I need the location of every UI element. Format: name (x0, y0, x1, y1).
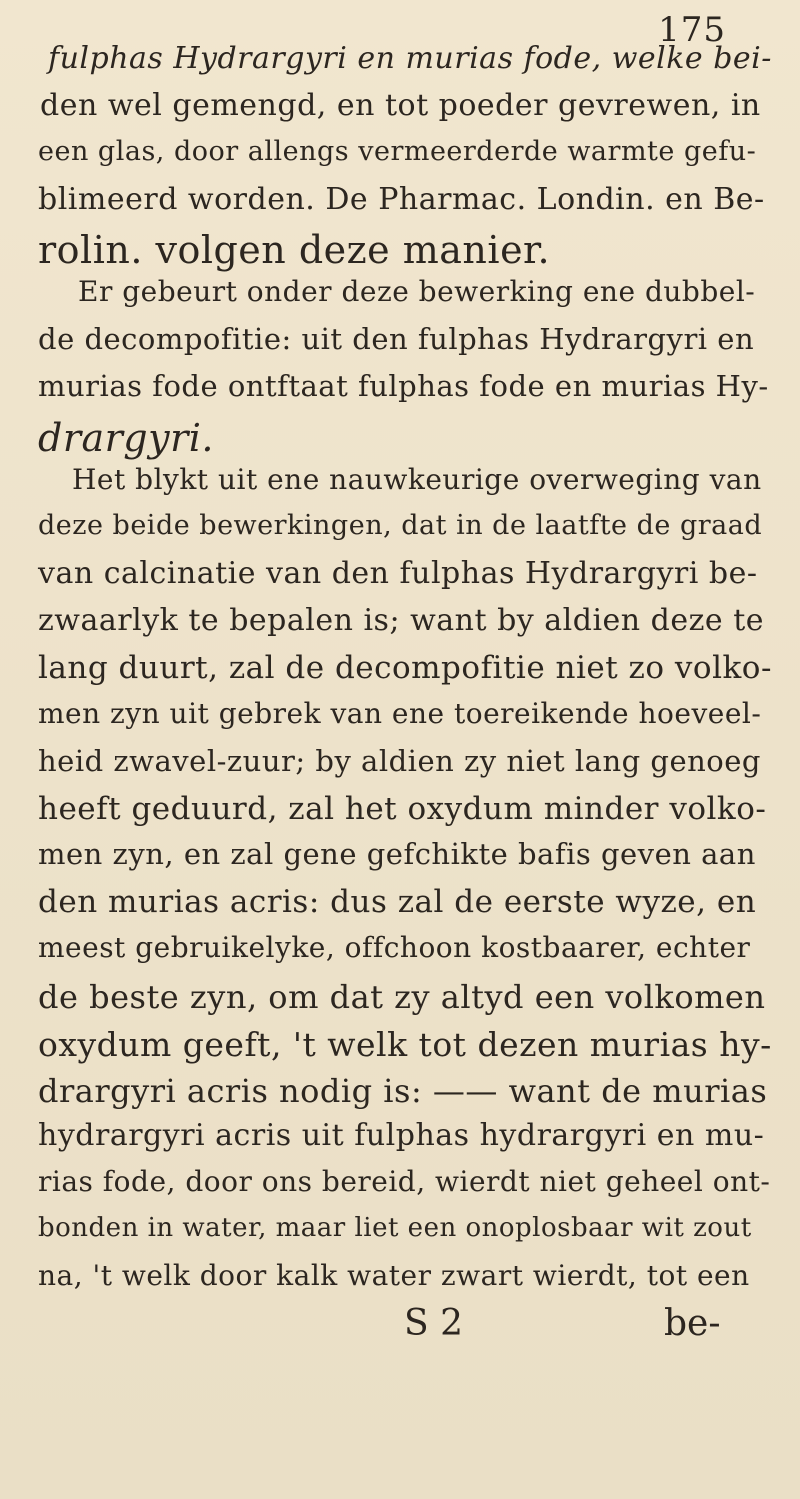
text-line: meest gebruikelyke, offchoon kostbaarer, echter (38, 931, 751, 964)
text-line: den murias acris: dus zal de eerste wyze, en (38, 884, 757, 920)
text-line: blimeerd worden. De Pharmac. Londin. en Be- (38, 182, 765, 217)
text-line: Er gebeurt onder deze bewerking ene dubbel- (78, 275, 756, 308)
text-line: heid zwavel-zuur; by aldien zy niet lang genoeg (38, 744, 761, 778)
text-line: fulphas Hydrargyri en murias fode, welke bei- (48, 41, 772, 76)
text-line: drargyri. (38, 416, 215, 460)
page-number: 175 (658, 10, 726, 50)
text-line: hydrargyri acris uit fulphas hydrargyri en mu- (38, 1118, 765, 1153)
text-line: rias fode, door ons bereid, wierdt niet geheel ont- (38, 1165, 771, 1198)
text-line: rolin. volgen deze manier. (38, 228, 551, 272)
catchword: be- (664, 1303, 721, 1344)
text-line: Het blykt uit ene nauwkeurige overweging van (72, 463, 762, 496)
text-line: de decompofitie: uit den fulphas Hydrargyri en (38, 322, 755, 356)
text-line: heeft geduurd, zal het oxydum minder volko- (38, 791, 767, 827)
text-line: zwaarlyk te bepalen is; want by aldien deze te (38, 603, 765, 638)
text-line: men zyn, en zal gene gefchikte bafis geven aan (38, 837, 756, 871)
text-line: drargyri acris nodig is: —— want de murias (38, 1072, 768, 1110)
text-line: bonden in water, maar liet een onoplosbaar wit zout (38, 1213, 752, 1243)
text-line: murias fode ontftaat fulphas fode en murias Hy- (38, 369, 769, 403)
signature-mark: S 2 (404, 1303, 464, 1344)
text-line: oxydum geeft, 't welk tot dezen murias hy- (38, 1025, 772, 1064)
text-line: de beste zyn, om dat zy altyd een volkomen (38, 978, 766, 1016)
text-line: lang duurt, zal de decompofitie niet zo volko- (38, 650, 772, 686)
text-line: deze beide bewerkingen, dat in de laatfte de graad (38, 510, 763, 541)
text-line: van calcinatie van den fulphas Hydrargyri be- (38, 556, 758, 591)
text-line: een glas, door allengs vermeerderde warmte gefu- (38, 136, 757, 167)
text-line: men zyn uit gebrek van ene toereikende hoeveel- (38, 697, 762, 730)
text-line: na, 't welk door kalk water zwart wierdt, tot een (38, 1259, 750, 1292)
text-line: den wel gemengd, en tot poeder gevrewen, in (40, 88, 761, 123)
